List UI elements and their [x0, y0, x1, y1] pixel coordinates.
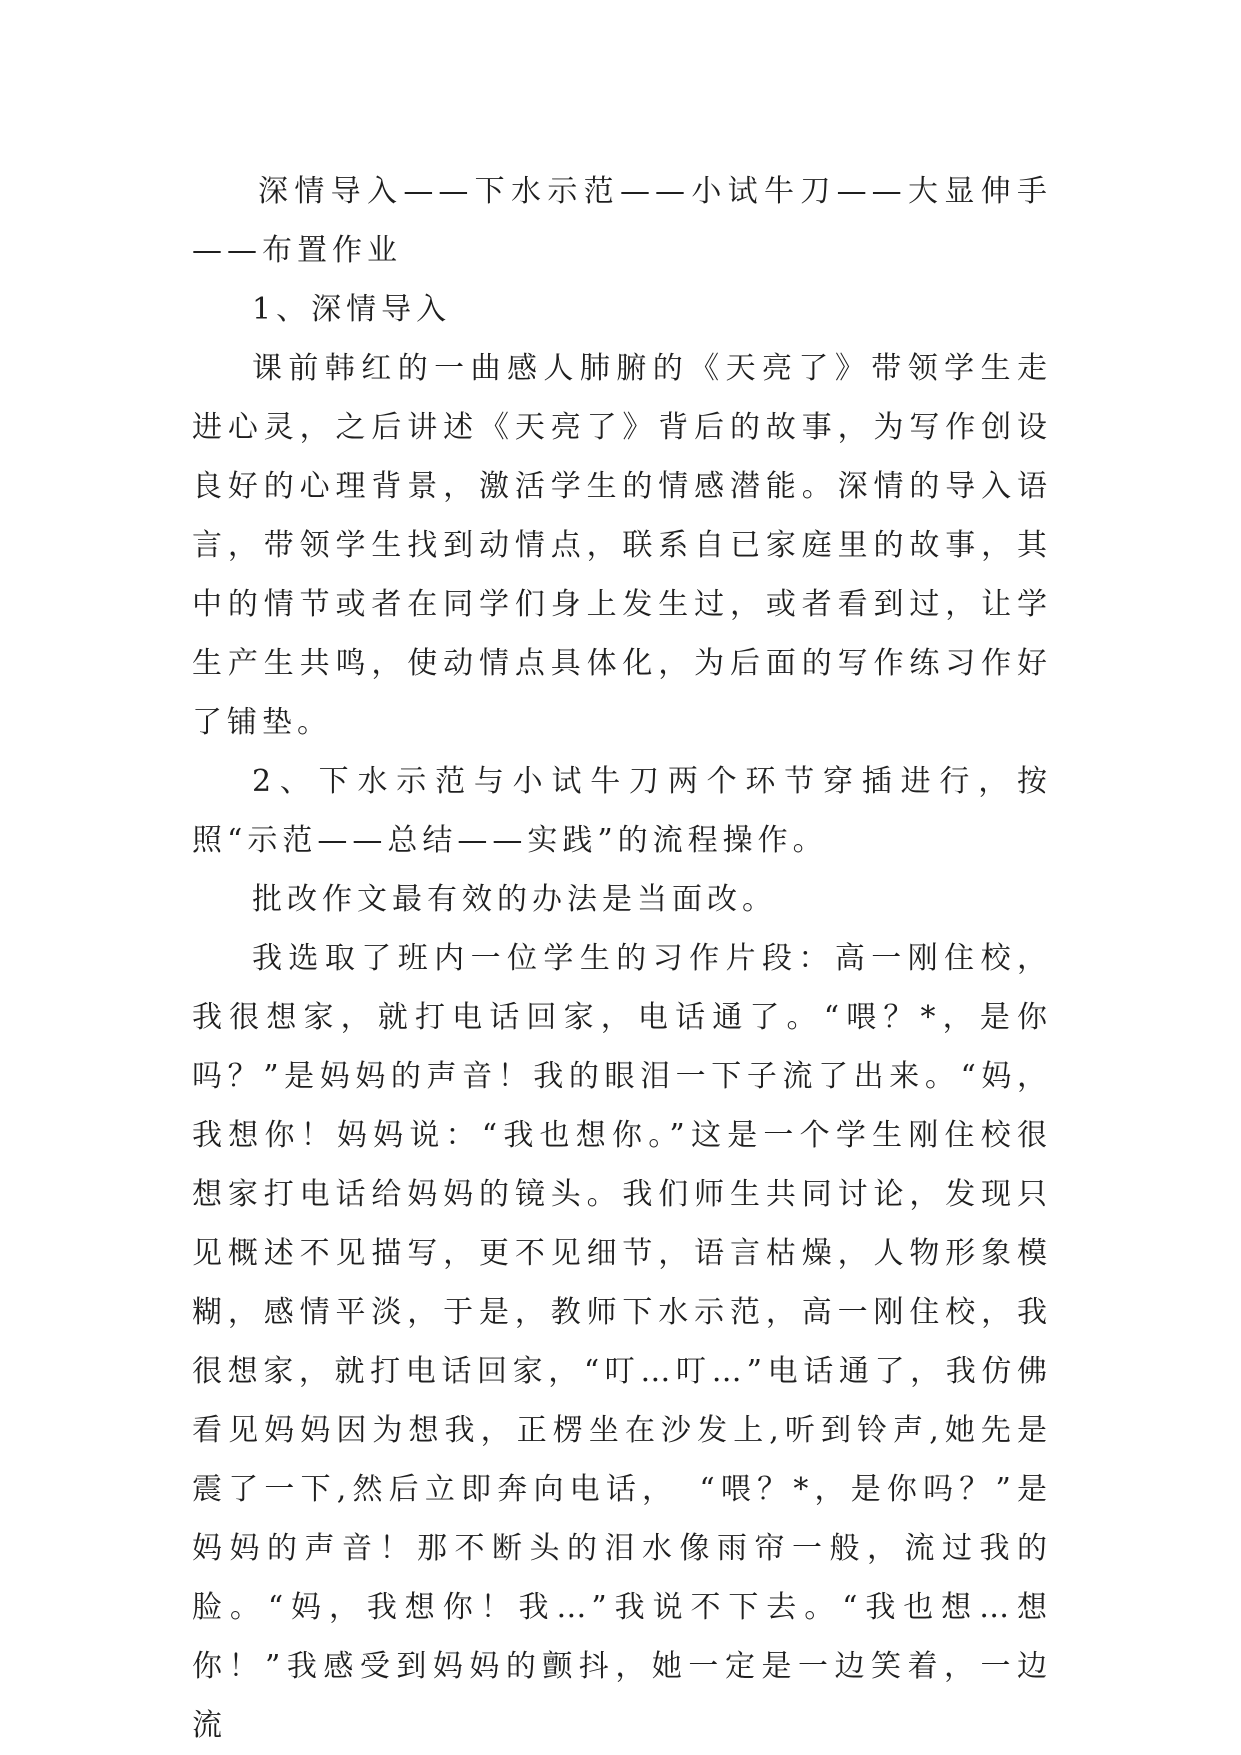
document-page	[192, 162, 1052, 1755]
paragraph-heading-2: 2、下水示范与小试牛刀两个环节穿插进行，按照“示范——总结——实践”的流程操作。	[192, 764, 1052, 858]
paragraph-outline: 深情导入——下水示范——小试牛刀——大显伸手——布置作业	[192, 174, 1052, 268]
paragraph-example: 我选取了班内一位学生的习作片段：高一刚住校，我很想家，就打电话回家，电话通了。“喂？*，是你吗？”是妈妈的声音！我的眼泪一下子流了出来。“妈，我想你！妈妈说：“我也想你。”这是一个学生刚住校很想家打电话给妈妈的镜头。我们师生共同讨论，发现只见概述不见描写，更不见细节，语言枯燥，人物形象模糊，感情平淡，于是，教师下水示范，高一刚住校，我很想家，就打电话回家，“叮…叮…”电话通了，我仿佛看见妈妈因为想我，正楞坐在沙发上,听到铃声,她先是震了一下,然后立即奔向电话， “喂？*，是你吗？”是妈妈的声音！那不断头的泪水像雨帘一般，流过我的脸。“妈，我想你！我…”我说不下去。“我也想…想你！”我感受到妈妈的颤抖，她一定是一边笑着，一边流	[192, 941, 1052, 1743]
paragraph-grading: 批改作文最有效的办法是当面改。	[252, 882, 777, 917]
paragraph-intro: 课前韩红的一曲感人肺腑的《天亮了》带领学生走进心灵，之后讲述《天亮了》背后的故事，为写作创设良好的心理背景，激活学生的情感潜能。深情的导入语言，带领学生找到动情点，联系自已家庭里的故事，其中的情节或者在同学们身上发生过，或者看到过，让学生产生共鸣，使动情点具体化，为后面的写作练习作好了铺垫。	[192, 351, 1052, 740]
paragraph-heading-1: 1、深情导入	[252, 292, 452, 327]
